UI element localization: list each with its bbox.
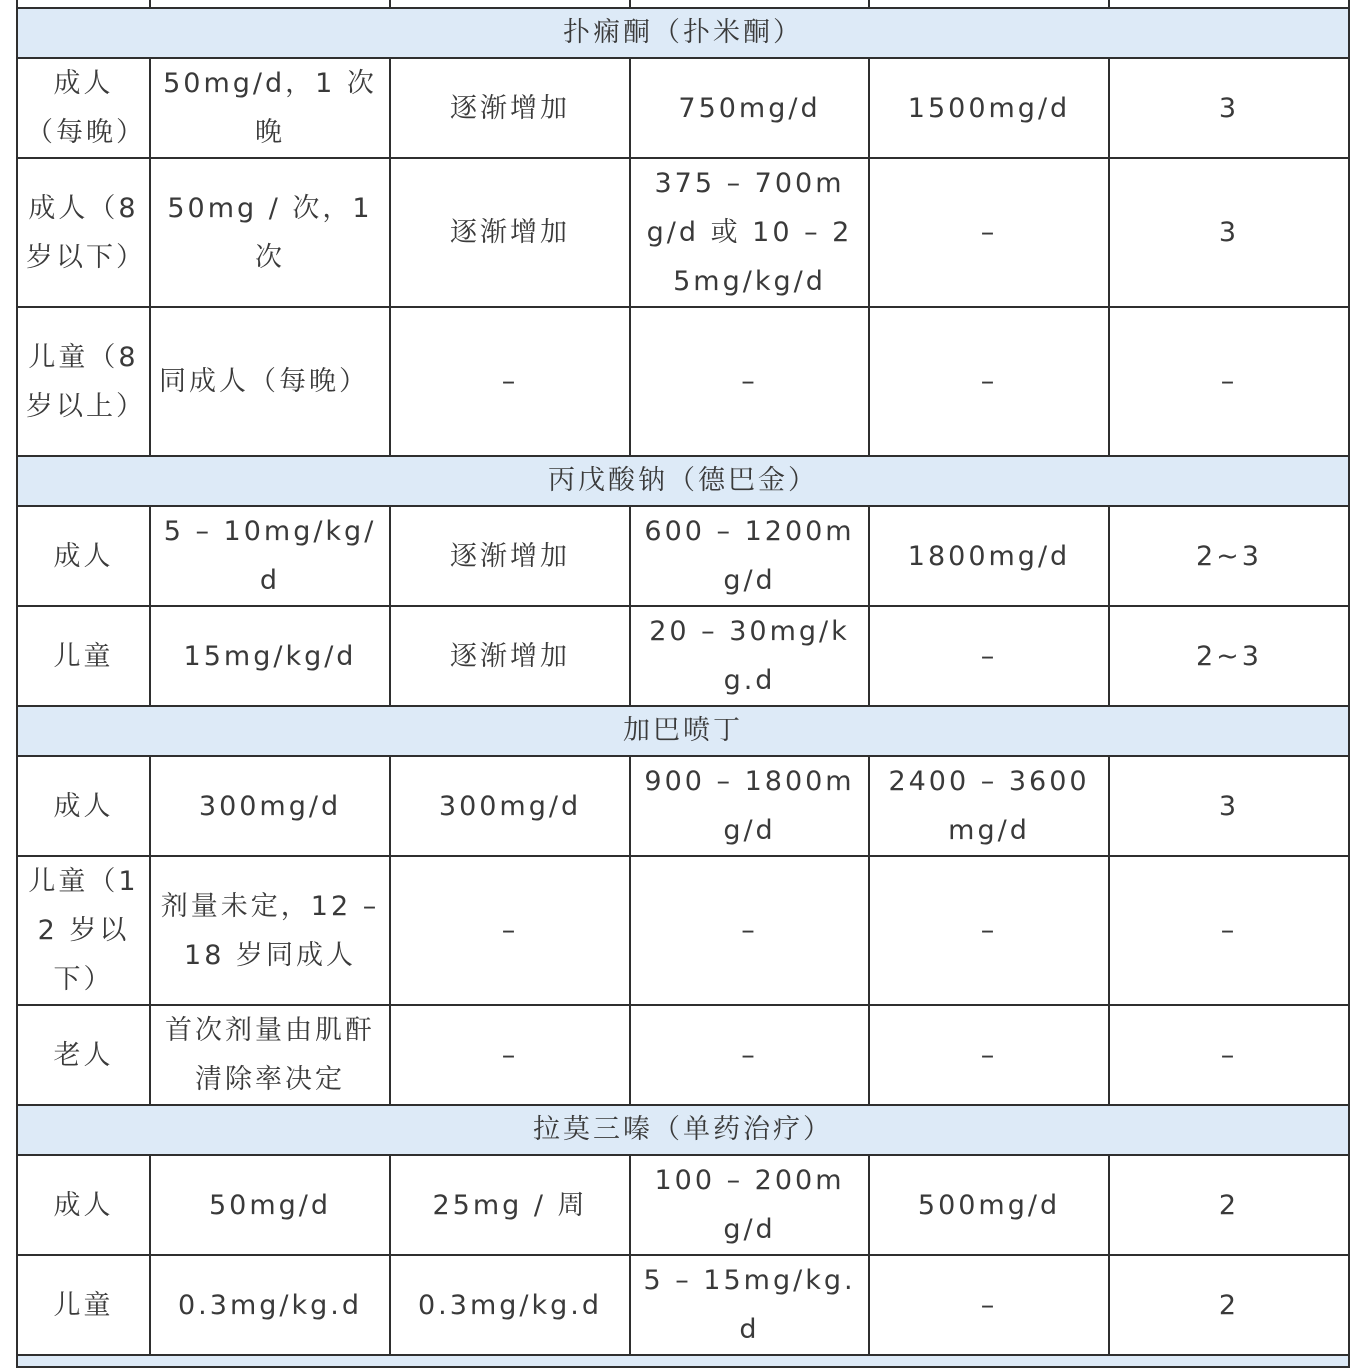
doses-per-day-cell: 3 — [1109, 58, 1349, 158]
doses-per-day-cell: 2 — [1109, 1155, 1349, 1255]
initial-dose-cell: 15mg/kg/d — [150, 606, 390, 706]
patient-group-cell: 成人 — [17, 1155, 150, 1255]
patient-group-cell: 成人（每晚） — [17, 58, 150, 158]
increment-cell: 逐渐增加 — [390, 506, 630, 606]
table-row — [17, 506, 1349, 606]
table-row — [17, 1255, 1349, 1355]
max-dose-cell: – — [869, 856, 1109, 1005]
drug-name: 丙戊酸钠（德巴金） — [17, 456, 1349, 506]
drug-section-header — [17, 8, 1349, 58]
maintenance-dose-cell: 5 – 15mg/kg.d — [630, 1255, 869, 1355]
maintenance-dose-cell: – — [630, 856, 869, 1005]
max-dose-cell: – — [869, 1255, 1109, 1355]
table-row — [17, 158, 1349, 307]
patient-group-cell: 儿童（12 岁以下） — [17, 856, 150, 1005]
initial-dose-cell: 300mg/d — [150, 756, 390, 856]
antiepileptic-dosage-table — [16, 0, 1350, 1368]
drug-section-header — [17, 1105, 1349, 1155]
maintenance-dose-cell: 600 – 1200mg/d — [630, 506, 869, 606]
drug-name: 拉莫三嗪（单药治疗） — [17, 1105, 1349, 1155]
table-row — [17, 1155, 1349, 1255]
increment-cell: 逐渐增加 — [390, 158, 630, 307]
max-dose-cell: – — [869, 158, 1109, 307]
maintenance-dose-cell: 375 – 700mg/d 或 10 – 25mg/kg/d — [630, 158, 869, 307]
patient-group-cell: 成人（8 岁以下） — [17, 158, 150, 307]
table-row — [17, 58, 1349, 158]
patient-group-cell: 儿童 — [17, 1255, 150, 1355]
drug-name: 扑痫酮（扑米酮） — [17, 8, 1349, 58]
dosage-table-container — [16, 0, 1348, 1368]
initial-dose-cell: 0.3mg/kg.d — [150, 1255, 390, 1355]
max-dose-cell: – — [869, 606, 1109, 706]
increment-cell: 300mg/d — [390, 756, 630, 856]
patient-group-cell: 老人 — [17, 1005, 150, 1105]
previous-row-stub — [17, 0, 1349, 8]
maintenance-dose-cell: 750mg/d — [630, 58, 869, 158]
initial-dose-cell: 50mg / 次，1 次 — [150, 158, 390, 307]
drug-section-header — [17, 706, 1349, 756]
drug-name: 加巴喷丁 — [17, 706, 1349, 756]
max-dose-cell: – — [869, 307, 1109, 456]
patient-group-cell: 成人 — [17, 756, 150, 856]
table-row — [17, 856, 1349, 1005]
increment-cell: – — [390, 856, 630, 1005]
increment-cell: 25mg / 周 — [390, 1155, 630, 1255]
maintenance-dose-cell: – — [630, 1005, 869, 1105]
initial-dose-cell: 首次剂量由肌酐清除率决定 — [150, 1005, 390, 1105]
maintenance-dose-cell: 20 – 30mg/kg.d — [630, 606, 869, 706]
initial-dose-cell: 5 – 10mg/kg/d — [150, 506, 390, 606]
doses-per-day-cell: 2 — [1109, 1255, 1349, 1355]
table-row — [17, 307, 1349, 456]
max-dose-cell: – — [869, 1005, 1109, 1105]
next-section-stub — [17, 1355, 1349, 1367]
maintenance-dose-cell: 900 – 1800mg/d — [630, 756, 869, 856]
max-dose-cell: 2400 – 3600mg/d — [869, 756, 1109, 856]
initial-dose-cell: 50mg/d — [150, 1155, 390, 1255]
initial-dose-cell: 剂量未定，12 – 18 岁同成人 — [150, 856, 390, 1005]
doses-per-day-cell: 3 — [1109, 158, 1349, 307]
initial-dose-cell: 同成人（每晚） — [150, 307, 390, 456]
maintenance-dose-cell: 100 – 200mg/d — [630, 1155, 869, 1255]
increment-cell: 逐渐增加 — [390, 58, 630, 158]
increment-cell: – — [390, 1005, 630, 1105]
max-dose-cell: 1800mg/d — [869, 506, 1109, 606]
table-row — [17, 756, 1349, 856]
increment-cell: – — [390, 307, 630, 456]
patient-group-cell: 成人 — [17, 506, 150, 606]
max-dose-cell: 1500mg/d — [869, 58, 1109, 158]
initial-dose-cell: 50mg/d，1 次晚 — [150, 58, 390, 158]
doses-per-day-cell: 3 — [1109, 756, 1349, 856]
doses-per-day-cell: 2~3 — [1109, 606, 1349, 706]
doses-per-day-cell: – — [1109, 1005, 1349, 1105]
doses-per-day-cell: – — [1109, 856, 1349, 1005]
doses-per-day-cell: 2~3 — [1109, 506, 1349, 606]
patient-group-cell: 儿童（8 岁以上） — [17, 307, 150, 456]
increment-cell: 0.3mg/kg.d — [390, 1255, 630, 1355]
doses-per-day-cell: – — [1109, 307, 1349, 456]
maintenance-dose-cell: – — [630, 307, 869, 456]
table-row — [17, 606, 1349, 706]
patient-group-cell: 儿童 — [17, 606, 150, 706]
max-dose-cell: 500mg/d — [869, 1155, 1109, 1255]
increment-cell: 逐渐增加 — [390, 606, 630, 706]
drug-section-header — [17, 456, 1349, 506]
table-row — [17, 1005, 1349, 1105]
